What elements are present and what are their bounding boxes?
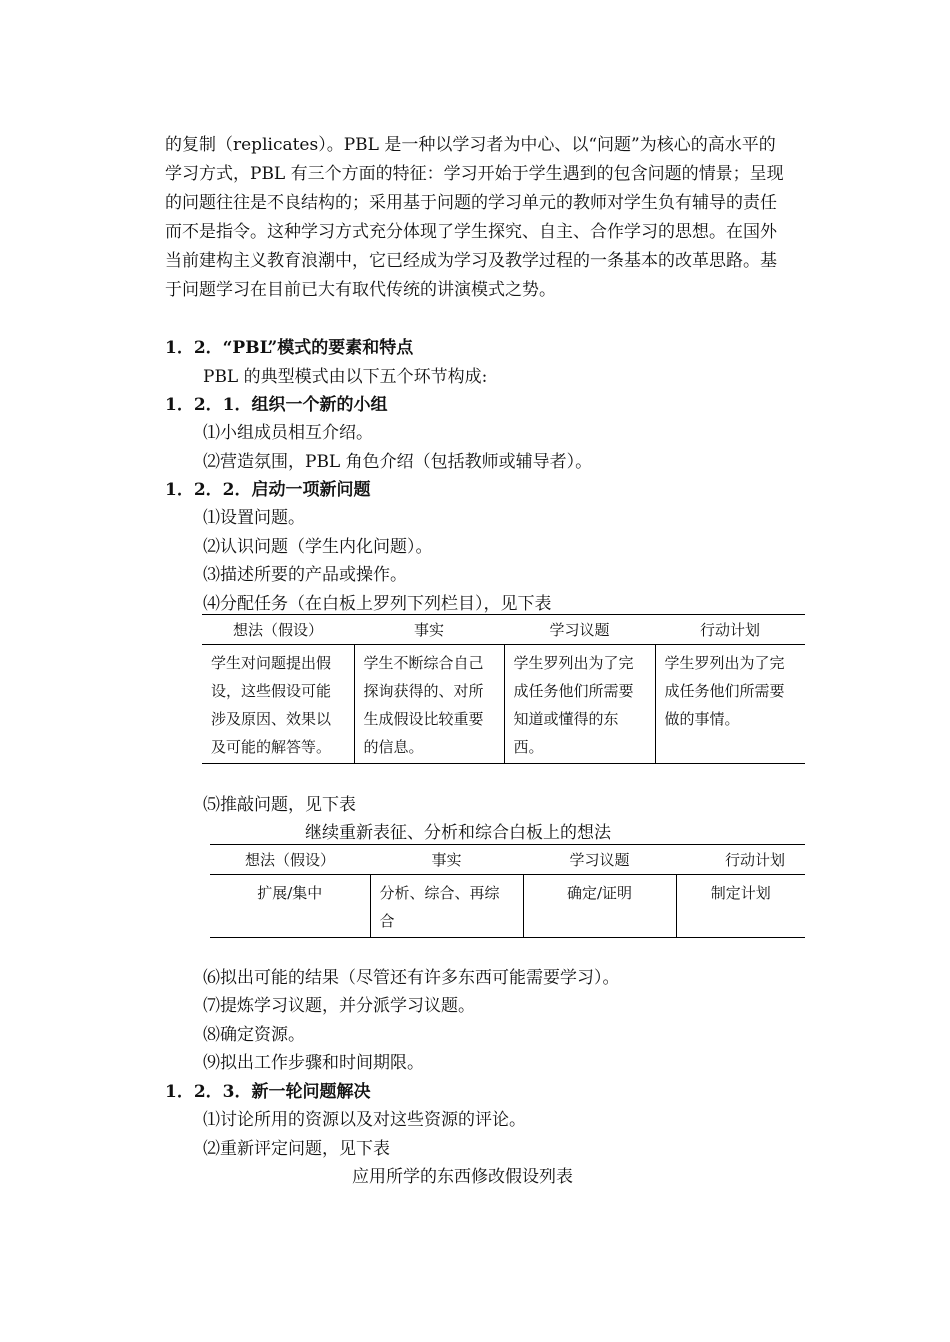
- section-heading-1-2: 1．2．“PBL”模式的要素和特点: [165, 338, 414, 358]
- column-header: 事实: [354, 615, 504, 645]
- table-row: [202, 645, 805, 764]
- section-intro-text: PBL 的典型模式由以下五个环节构成:: [203, 367, 488, 387]
- list-item: ⑹拟出可能的结果（尽管还有许多东西可能需要学习）。: [203, 968, 620, 988]
- column-header: 事实: [370, 845, 523, 875]
- list-item: ⑸推敲问题，见下表: [203, 795, 356, 815]
- list-item: ⑻确定资源。: [203, 1025, 305, 1045]
- table-cell: 学生对问题提出假设，这些假设可能涉及原因、效果以及可能的解答等。: [211, 654, 332, 756]
- section-heading-1-2-2: 1．2．2．启动一项新问题: [165, 480, 371, 500]
- table-cell: 确定/证明: [523, 875, 676, 938]
- table-header-row: [210, 845, 805, 875]
- list-item: ⑷分配任务（在白板上罗列下列栏目），见下表: [203, 594, 552, 614]
- intro-paragraph: 的复制（replicates）。PBL 是一种以学习者为中心、以“问题”为核心的高水平的学习方式，PBL 有三个方面的特征：学习开始于学生遇到的包含问题的情景；呈现的问题往往是不良结构的；采用基于问题的学习单元的教师对学生负有辅导的责任而不是指令。这种学习方式充分体现了学生探究、自主、合作学习的思想。在国外当前建构主义教育浪潮中，它已经成为学习及教学过程的一条基本的改革思路。基于问题学习在目前已大有取代传统的讲演模式之势。: [165, 135, 784, 300]
- section-heading-1-2-3: 1．2．3．新一轮问题解决: [165, 1082, 371, 1102]
- table-cell: 分析、综合、再综合: [370, 875, 523, 938]
- table-cell: 扩展/集中: [257, 884, 323, 902]
- section-heading-1-2-1: 1．2．1．组织一个新的小组: [165, 395, 388, 415]
- list-item: ⑴小组成员相互介绍。: [203, 423, 373, 443]
- column-header: 想法（假设）: [210, 845, 370, 875]
- table-caption: 继续重新表征、分析和综合白板上的想法: [305, 823, 611, 843]
- list-item: ⑵重新评定问题，见下表: [203, 1139, 390, 1159]
- table-caption: 应用所学的东西修改假设列表: [352, 1167, 573, 1187]
- list-item: ⑶描述所要的产品或操作。: [203, 565, 407, 585]
- list-item: ⑵认识问题（学生内化问题）。: [203, 537, 433, 557]
- table-cell: 学生不断综合自己探询获得的、对所生成假设比较重要的信息。: [354, 645, 504, 764]
- column-header: 行动计划: [655, 615, 805, 645]
- table-cell: 学生罗列出为了完成任务他们所需要做的事情。: [655, 645, 805, 764]
- column-header: 行动计划: [676, 845, 805, 875]
- list-item: ⑴设置问题。: [203, 508, 305, 528]
- list-item: ⑴讨论所用的资源以及对这些资源的评论。: [203, 1110, 526, 1130]
- list-item: ⑺提炼学习议题，并分派学习议题。: [203, 996, 475, 1016]
- list-item: ⑼拟出工作步骤和时间期限。: [203, 1053, 424, 1073]
- table-cell: 学生罗列出为了完成任务他们所需要知道或懂得的东西。: [504, 645, 655, 764]
- table-row: [210, 875, 805, 938]
- list-item: ⑵营造氛围，PBL 角色介绍（包括教师或辅导者）。: [203, 452, 593, 472]
- column-header: 想法（假设）: [202, 615, 354, 645]
- column-header: 学习议题: [523, 845, 676, 875]
- column-header: 学习议题: [504, 615, 655, 645]
- table-cell: 制定计划: [676, 875, 805, 938]
- table-header-row: [202, 615, 805, 645]
- task-table: [202, 614, 805, 764]
- refine-table: [210, 844, 805, 938]
